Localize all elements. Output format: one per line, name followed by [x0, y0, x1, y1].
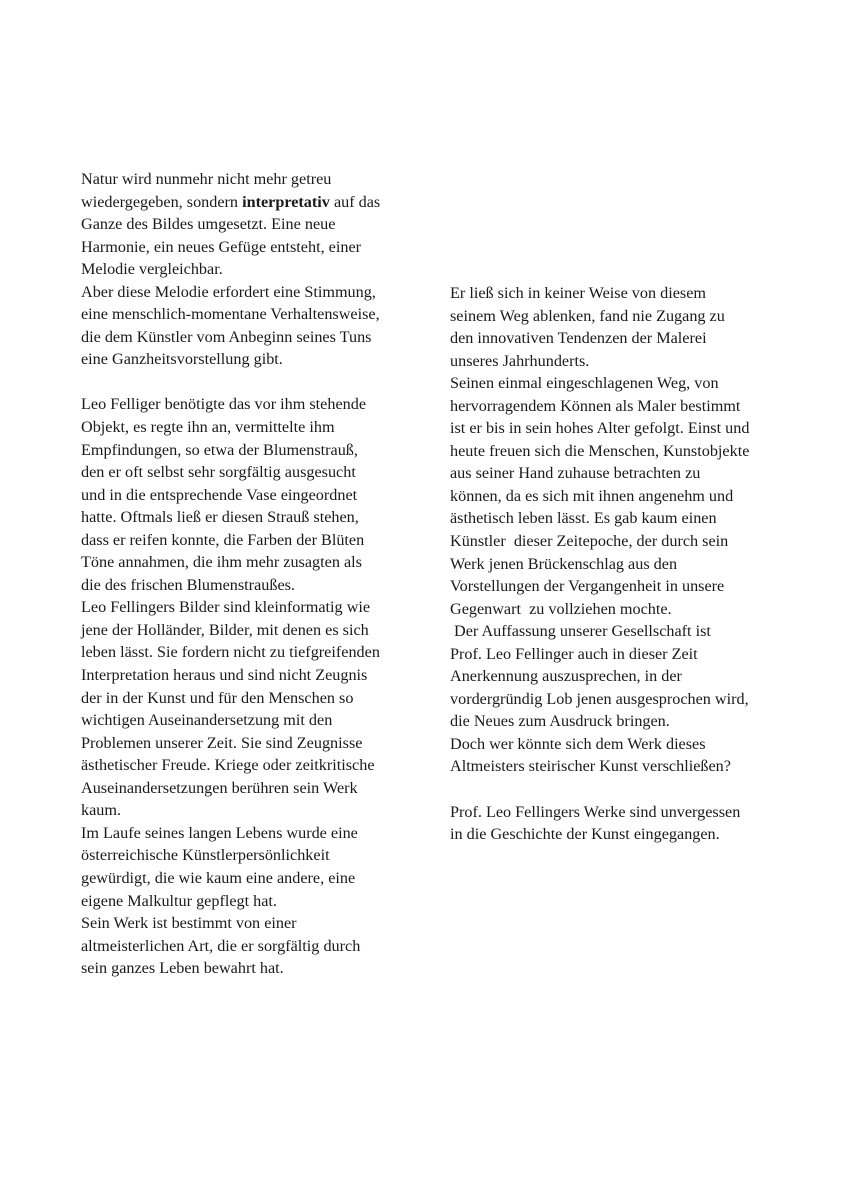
text-line-with-bold [81, 191, 411, 214]
text-line: Prof. Leo Fellinger auch in dieser Zeit [450, 644, 698, 663]
text-line: Töne annahmen, die ihm mehr zusagten als [81, 553, 362, 572]
text-line: ist er bis in sein hohes Alter gefolgt. Einst und [450, 419, 750, 438]
text-line: Interpretation heraus und sind nicht Zeugnis [81, 666, 368, 685]
paragraph-gap [81, 371, 411, 394]
text-line: jene der Holländer, Bilder, mit denen es sich [81, 620, 369, 639]
text-line: österreichische Künstlerpersönlichkeit [81, 846, 330, 865]
right-text-column [450, 282, 780, 846]
text-line: die Neues zum Ausdruck bringen. [450, 712, 670, 731]
text-line: Altmeisters steirischer Kunst verschließen? [450, 757, 731, 776]
right-paragraph-1 [450, 282, 780, 778]
text-line: Vorstellungen der Vergangenheit in unsere [450, 577, 725, 596]
bold-word: interpretativ [242, 192, 330, 211]
text-line: sein ganzes Leben bewahrt hat. [81, 959, 284, 978]
text-line: Werk jenen Brückenschlag aus den [450, 554, 678, 573]
text-line: Natur wird nunmehr nicht mehr getreu [81, 170, 332, 188]
text-line: den er oft selbst sehr sorgfältig ausgesucht [81, 463, 356, 482]
text-line: Anerkennung auszusprechen, in der [450, 667, 682, 686]
text-line: vordergründig Lob jenen ausgesprochen wird, [450, 689, 749, 708]
left-paragraph-1 [81, 168, 411, 371]
text-line: aus seiner Hand zuhause betrachten zu [450, 464, 701, 483]
text-line: hervorragendem Können als Maler bestimmt [450, 396, 741, 415]
text-segment: wiedergegeben, sondern [81, 192, 243, 211]
left-text-column [81, 168, 411, 980]
right-paragraph-2 [450, 801, 780, 846]
text-line: Objekt, es regte ihn an, vermittelte ihm [81, 418, 335, 437]
text-line: Sein Werk ist bestimmt von einer [81, 914, 297, 933]
left-paragraph-2 [81, 393, 411, 979]
text-line: die dem Künstler vom Anbeginn seines Tuns [81, 327, 372, 346]
text-line: Er ließ sich in keiner Weise von diesem [450, 284, 706, 302]
text-line: und in die entsprechende Vase eingeordnet [81, 485, 358, 504]
text-line: Aber diese Melodie erfordert eine Stimmung, [81, 282, 376, 301]
text-line: der in der Kunst und für den Menschen so [81, 688, 354, 707]
text-line: ästhetisch leben lässt. Es gab kaum einen [450, 509, 717, 528]
text-line: eine Ganzheitsvorstellung gibt. [81, 350, 283, 369]
text-line: Seinen einmal eingeschlagenen Weg, von [450, 374, 719, 393]
text-line: Im Laufe seines langen Lebens wurde eine [81, 823, 358, 842]
text-line: heute freuen sich die Menschen, Kunstobjekte [450, 441, 750, 460]
text-line: leben lässt. Sie fordern nicht zu tiefgreifenden [81, 643, 380, 662]
text-line: Prof. Leo Fellingers Werke sind unvergessen [450, 802, 741, 821]
text-line: Leo Felliger benötigte das vor ihm stehende [81, 395, 367, 414]
text-line: Problemen unserer Zeit. Sie sind Zeugnisse [81, 733, 363, 752]
text-line: unseres Jahrhunderts. [450, 351, 590, 370]
text-line: die des frischen Blumenstraußes. [81, 575, 295, 594]
text-line: eine menschlich-momentane Verhaltensweise, [81, 305, 380, 324]
text-line: seinem Weg ablenken, fand nie Zugang zu [450, 306, 725, 325]
text-line: gewürdigt, die wie kaum eine andere, eine [81, 868, 356, 887]
text-line: Gegenwart zu vollziehen mochte. [450, 599, 672, 618]
text-line: Künstler dieser Zeitepoche, der durch sein [450, 532, 729, 551]
text-line: Der Auffassung unserer Gesellschaft ist [450, 622, 711, 641]
text-line: Melodie vergleichbar. [81, 260, 223, 279]
text-line: dass er reifen konnte, die Farben der Blüten [81, 530, 365, 549]
text-line: Doch wer könnte sich dem Werk dieses [450, 734, 706, 753]
text-line: den innovativen Tendenzen der Malerei [450, 329, 707, 348]
text-line: Empfindungen, so etwa der Blumenstrauß, [81, 440, 358, 459]
text-line: können, da es sich mit ihnen angenehm und [450, 486, 734, 505]
text-line: Auseinandersetzungen berühren sein Werk [81, 778, 358, 797]
text-line: hatte. Oftmals ließ er diesen Strauß stehen, [81, 508, 359, 527]
text-line: kaum. [81, 801, 122, 820]
text-line: eigene Malkultur gepflegt hat. [81, 891, 277, 910]
text-segment: auf das [329, 192, 381, 211]
text-line: ästhetischer Freude. Kriege oder zeitkritische [81, 756, 375, 775]
text-line: wichtigen Auseinandersetzung mit den [81, 711, 333, 730]
text-line: Leo Fellingers Bilder sind kleinformatig wie [81, 598, 371, 617]
text-line: in die Geschichte der Kunst eingegangen. [450, 825, 720, 844]
text-line: Harmonie, ein neues Gefüge entsteht, einer [81, 237, 362, 256]
text-line: Ganze des Bildes umgesetzt. Eine neue [81, 215, 336, 234]
text-line: altmeisterlichen Art, die er sorgfältig durch [81, 936, 361, 955]
paragraph-gap [450, 778, 780, 801]
